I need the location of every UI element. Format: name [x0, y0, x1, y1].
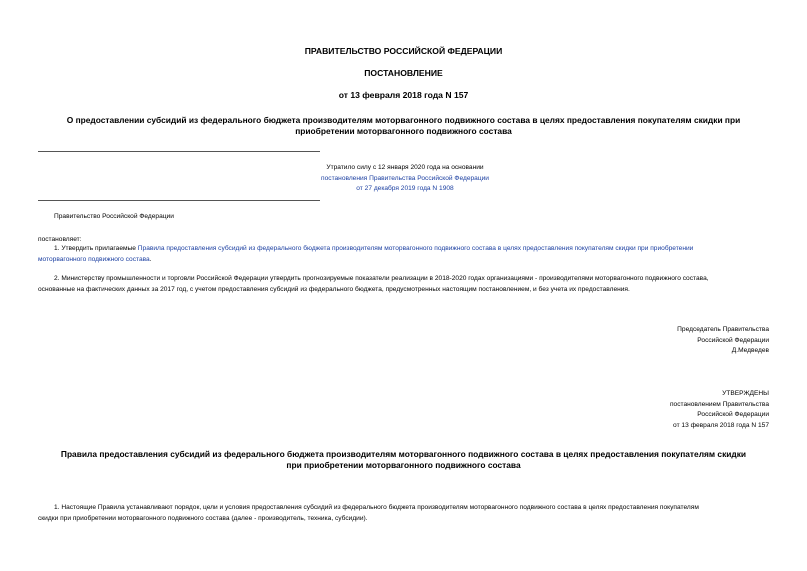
- signature-block: [569, 325, 769, 357]
- rules-paragraph-1-line: 1. Настоящие Правила устанавливают порядок, цели и условия предоставления субсидий из федерального бюджета производителям моторвагонного подвижного состава в целях предоставления покупателям: [54, 504, 699, 511]
- status-note: [300, 163, 510, 195]
- paragraph-1-suffix: .: [149, 255, 152, 263]
- status-line: Утратило силу с 12 января 2020 года на основании: [326, 164, 484, 171]
- paragraph-2-line: основанные на фактических данных за 2017 год, с учетом предоставления субсидий из федерального бюджета, предусмотренных настоящим постановлением, и без учета их предоставления.: [38, 285, 630, 293]
- signature-country: Российской Федерации: [697, 336, 769, 344]
- document-title: [0, 115, 807, 137]
- status-link[interactable]: [300, 174, 510, 195]
- divider-bottom: [38, 200, 320, 201]
- document-title-line: приобретении моторвагонного подвижного состава: [295, 126, 512, 136]
- status-link-line: постановления Правительства Российской Федерации: [321, 174, 489, 182]
- rules-link-continued[interactable]: моторвагонного подвижного состава: [38, 255, 150, 263]
- rules-title-line: Правила предоставления субсидий из федерального бюджета производителям моторвагонного подвижного состава в целях предоставления покупателям скидки: [60, 449, 747, 459]
- paragraph-2-line: 2. Министерству промышленности и торговли Российской Федерации утвердить прогнозируемые показатели реализации в 2018-2020 годах организациями - производителями моторвагонного подвижного состава,: [54, 275, 709, 282]
- rules-paragraph-1-line: скидки при приобретении моторвагонного подвижного состава (далее - производитель, техника, субсидии).: [38, 514, 368, 522]
- paragraph-2: [38, 274, 773, 295]
- decides-text: постановляет:: [38, 236, 82, 243]
- approval-line: от 13 февраля 2018 года N 157: [673, 421, 769, 429]
- paragraph-1: [38, 244, 773, 265]
- divider-top: [38, 151, 320, 152]
- rules-paragraph-1: [38, 503, 773, 524]
- intro-text: Правительство Российской Федерации: [54, 213, 174, 220]
- document-type-heading: ПОСТАНОВЛЕНИЕ: [364, 68, 443, 78]
- rules-title-line: при приобретении моторвагонного подвижного состава: [286, 460, 521, 470]
- approval-stamp: [569, 389, 769, 431]
- rules-link[interactable]: Правила предоставления субсидий из федерального бюджета производителям моторвагонного подвижного состава в целях предоставления покупателям скидки при приобретении: [137, 245, 694, 252]
- signature-name: Д.Медведев: [731, 347, 769, 354]
- government-heading: ПРАВИТЕЛЬСТВО РОССИЙСКОЙ ФЕДЕРАЦИИ: [304, 46, 503, 56]
- approval-line: Российской Федерации: [697, 411, 769, 418]
- approval-line: постановлением Правительства: [669, 400, 769, 408]
- paragraph-1-prefix: 1. Утвердить прилагаемые: [54, 245, 138, 252]
- approval-heading: УТВЕРЖДЕНЫ: [722, 390, 769, 397]
- paragraph-1-line: [38, 244, 773, 255]
- date-number-heading: от 13 февраля 2018 года N 157: [338, 90, 469, 100]
- rules-title: [0, 449, 807, 471]
- document-title-line: О предоставлении субсидий из федерального бюджета производителям моторвагонного подвижного состава в целях предоставления покупателям скидки при: [66, 115, 741, 125]
- status-link-line: от 27 декабря 2019 года N 1908: [356, 185, 454, 192]
- paragraph-1-line: [38, 255, 773, 266]
- signature-title: Председатель Правительства: [677, 326, 769, 333]
